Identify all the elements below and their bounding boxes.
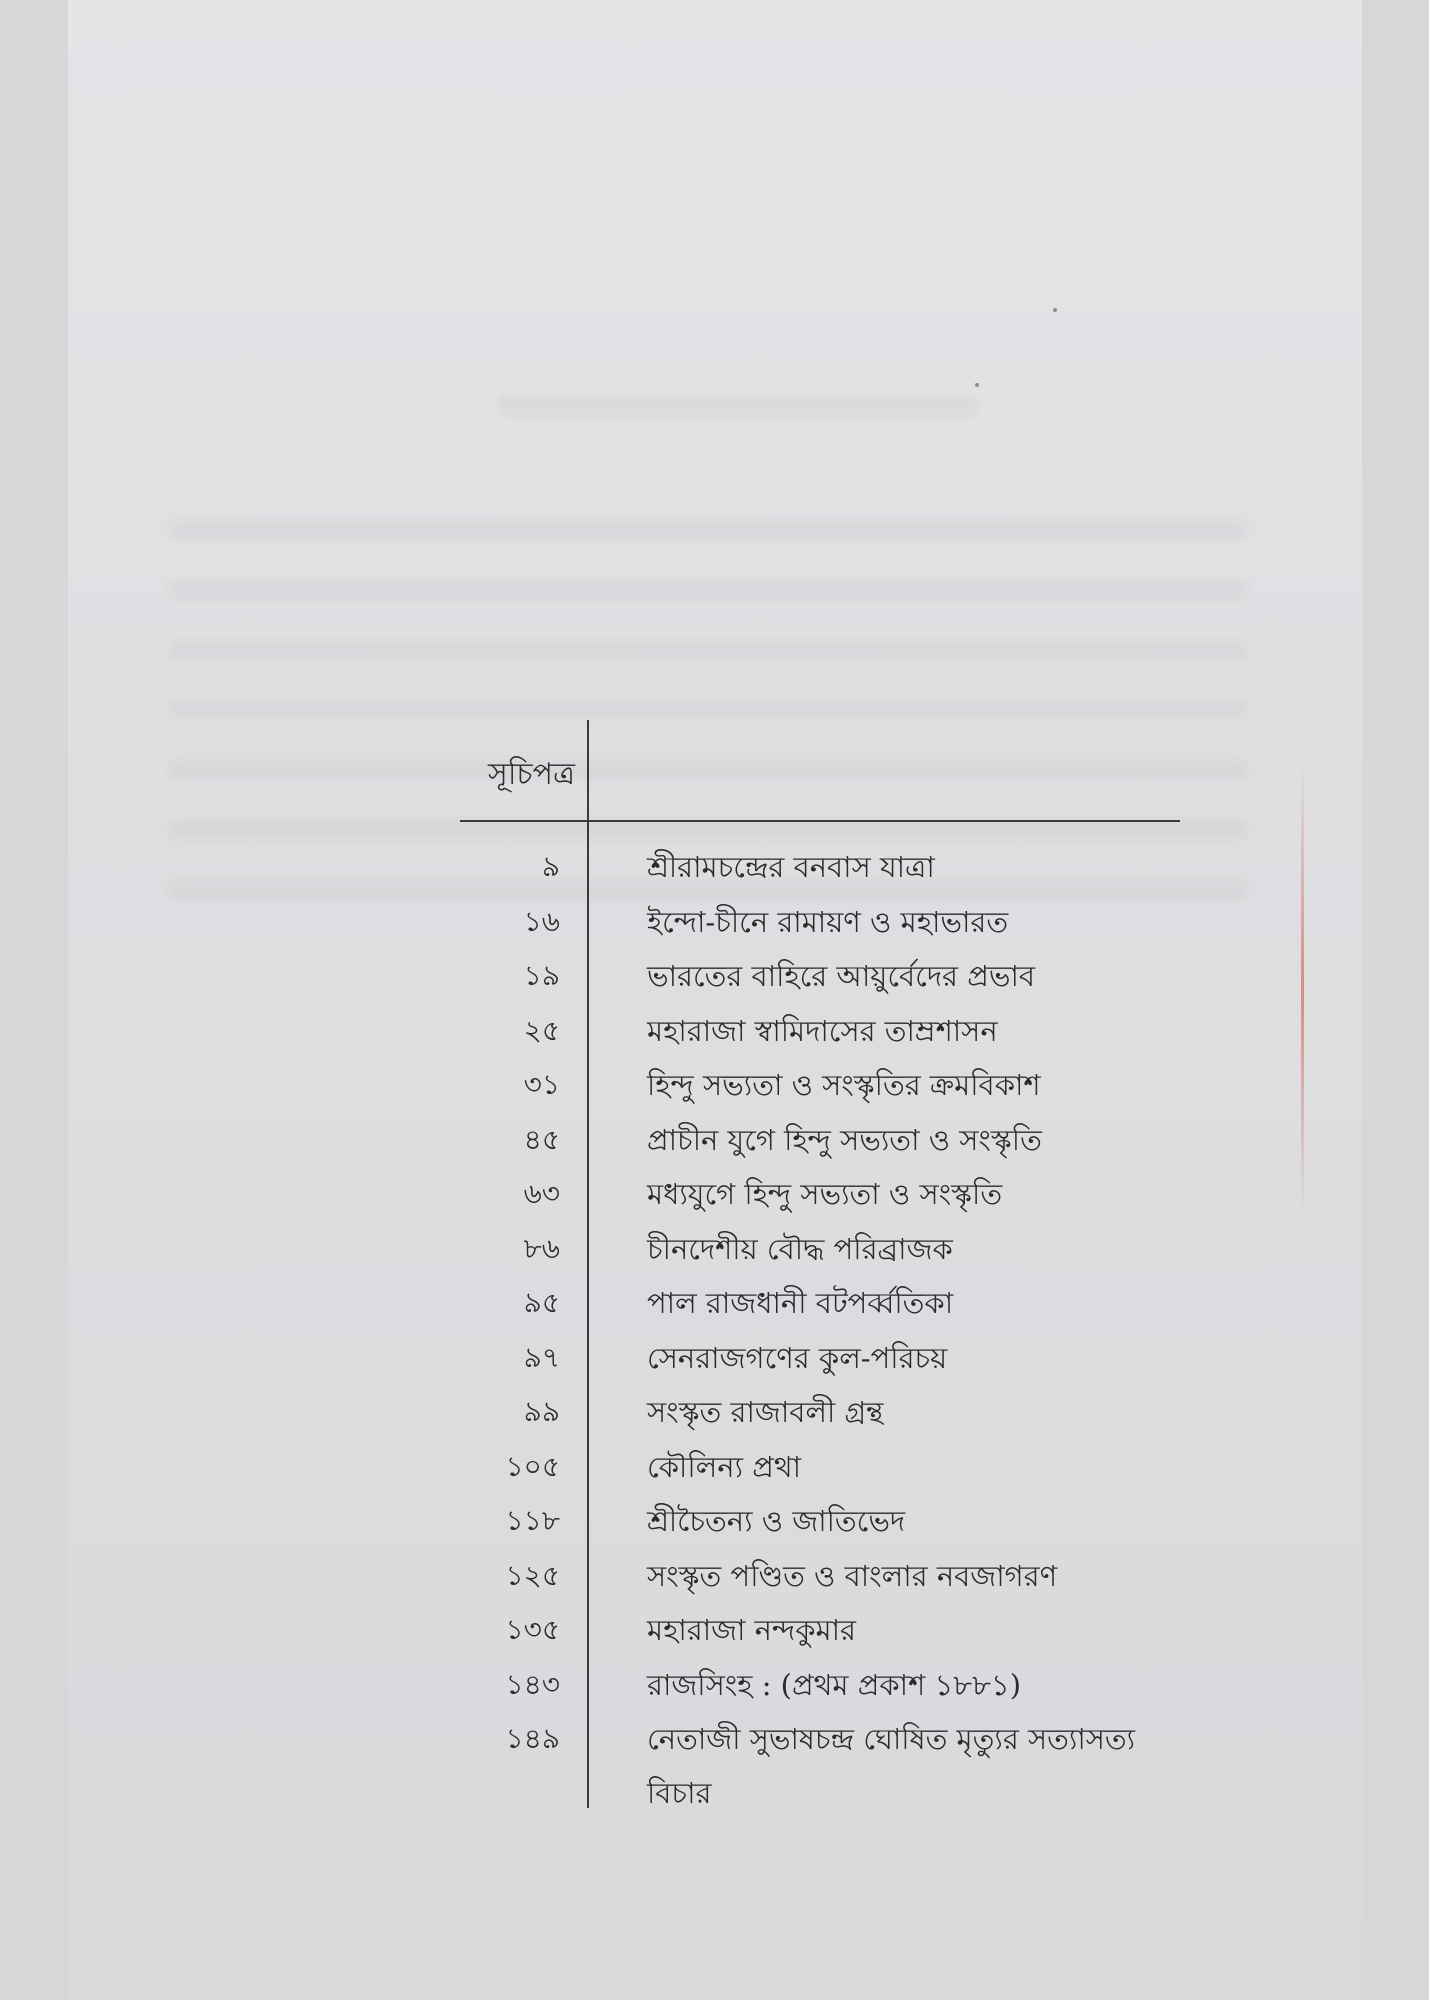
entry-title: হিন্দু সভ্যতা ও সংস্কৃতির ক্রমবিকাশ <box>647 1068 1041 1102</box>
entry-title: প্রাচীন যুগে হিন্দু সভ্যতা ও সংস্কৃতি <box>647 1122 1042 1157</box>
toc-entry[interactable] <box>460 1337 1180 1392</box>
entry-page-number: ১৯ <box>523 959 560 992</box>
entry-title: চীনদেশীয় বৌদ্ধ পরিব্রাজক <box>647 1231 953 1266</box>
entry-title: সংস্কৃত রাজাবলী গ্রন্থ <box>647 1395 884 1429</box>
bleed-through-heading <box>498 395 978 417</box>
toc-entry[interactable] <box>460 1173 1180 1228</box>
toc-entry[interactable] <box>460 955 1180 1010</box>
bleed-through-line <box>168 700 1248 720</box>
entry-title: ভারতের বাহিরে আয়ুর্বেদের প্রভাব <box>647 959 1036 993</box>
toc-heading: সূচিপত্র <box>488 757 575 792</box>
entry-page-number: ১৩৫ <box>505 1613 560 1646</box>
entry-title: পাল রাজধানী বটপর্ব্বতিকা <box>647 1286 954 1320</box>
entry-page-number: ১২৫ <box>505 1558 560 1592</box>
toc-entry[interactable] <box>460 1064 1180 1119</box>
entry-page-number: ৬৩ <box>523 1177 560 1210</box>
page-edge-tint <box>1301 760 1304 1220</box>
paper-speck <box>1053 308 1057 312</box>
entry-title: সেনরাজগণের কুল-পরিচয় <box>647 1340 948 1375</box>
bleed-through-line <box>168 640 1248 660</box>
toc-entry[interactable] <box>460 1010 1180 1065</box>
paper-speck <box>975 383 979 387</box>
entry-page-number: ১৪৯ <box>505 1722 560 1755</box>
entry-title: শ্রীরামচন্দ্রের বনবাস যাত্রা <box>647 850 935 884</box>
toc-entry[interactable] <box>460 1500 1180 1555</box>
toc-entry[interactable] <box>460 1609 1180 1664</box>
entry-page-number: ৯৯ <box>523 1395 560 1428</box>
toc-entry[interactable] <box>460 1446 1180 1501</box>
entry-title: মধ্যযুগে হিন্দু সভ্যতা ও সংস্কৃতি <box>647 1177 1003 1211</box>
entry-title: শ্রীচৈতন্য ও জাতিভেদ <box>647 1504 906 1538</box>
entry-page-number: ৯৫ <box>523 1286 560 1319</box>
entry-title: নেতাজী সুভাষচন্দ্র ঘোষিত মৃত্যুর সত্যাসত্য বিচার <box>647 1722 1136 1810</box>
entry-page-number: ১০৫ <box>505 1449 560 1483</box>
toc-entry[interactable] <box>460 1664 1180 1719</box>
entry-title: মহারাজা স্বামিদাসের তাম্রশাসন <box>647 1013 998 1048</box>
entry-page-number: ২৫ <box>523 1013 560 1047</box>
toc-entry[interactable] <box>460 846 1180 901</box>
horizontal-rule <box>460 820 1180 822</box>
entry-title: মহারাজা নন্দকুমার <box>647 1613 857 1647</box>
toc-entry[interactable] <box>460 1718 1180 1828</box>
entry-page-number: ৩১ <box>523 1068 560 1101</box>
table-of-contents <box>460 720 1180 1810</box>
entry-page-number: ৯৭ <box>523 1340 560 1374</box>
toc-entry[interactable] <box>460 1391 1180 1446</box>
toc-entry[interactable] <box>460 901 1180 956</box>
entry-title: রাজসিংহ : (প্রথম প্রকাশ ১৮৮১) <box>647 1667 1022 1702</box>
entry-page-number: ১৬ <box>523 904 560 938</box>
toc-entry[interactable] <box>460 1282 1180 1337</box>
entry-page-number: ১৪৩ <box>505 1667 560 1701</box>
entry-title: কৌলিন্য প্রথা <box>647 1449 802 1484</box>
entry-title: সংস্কৃত পণ্ডিত ও বাংলার নবজাগরণ <box>647 1558 1058 1593</box>
toc-entry[interactable] <box>460 1555 1180 1610</box>
entry-page-number: ৮৬ <box>523 1231 560 1265</box>
entry-page-number: ৯ <box>541 850 560 883</box>
bleed-through-line <box>168 520 1248 540</box>
toc-entry[interactable] <box>460 1228 1180 1283</box>
toc-entries <box>460 846 1180 1828</box>
entry-page-number: ৪৫ <box>523 1122 560 1156</box>
entry-page-number: ১১৮ <box>505 1504 560 1537</box>
bleed-through-line <box>168 580 1248 600</box>
toc-entry[interactable] <box>460 1119 1180 1174</box>
entry-title: ইন্দো-চীনে রামায়ণ ও মহাভারত <box>647 904 1009 939</box>
